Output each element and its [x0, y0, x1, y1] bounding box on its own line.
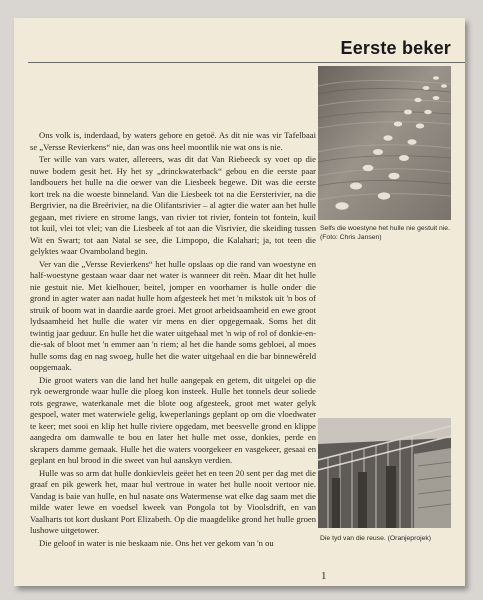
article-title: Eerste beker	[340, 38, 451, 58]
desert-footprints-photo	[318, 66, 451, 220]
paragraph: Ver van die „Versse Revierkens“ het hulle opslaas op die rand van woestyne en half-woestyne gestaan waar daar net water is wanneer dit reën. Maar dit het hulle nie gestuit nie. Met kielhouer, beitel, jomper en voorhamer is hulle onder die grond in agter water aan nadat hulle hom afgesteek het met 'n mikstok uit 'n bos of struik of boom wat in daardie aarde groei. Met groot arbeidsaamheid en ewe groot lydsaamheid het hulle die water vir mens en dier opgegemaak. Soms het dit twintig jaar geduur. En hulle het die water uitgehaal met 'n wip of rol of donkie-en-die-sak of bloot met 'n emmer aan 'n riem; al het die hande soms gebloei, al moes hulle soms dag en nag swoeg, hulle het die water uitgehaal en die bar binnewêreld oopgemaak.	[30, 258, 317, 372]
photo-credit: (Foto: Chris Jansen)	[320, 233, 382, 241]
caption-text: Die tyd van die reuse. (Oranjeprojek)	[320, 535, 432, 542]
paragraph: Die groot waters van die land het hulle aangepak en getem, dit uitgelei op die ryk oewergronde waar hulle die ploeg kon insteek. Hulle het tonnels deur soliede rots gegrawe, waterkanale met die blote oog afgesteek, groot met water gelyk gespoel, water met waterwiele gelig, kweperlanings geplant op om die vloedwater te keer; met sooi en klip het hulle riviere opgedam, met beesvelle grond en klippe aangedra om damwalle te bou en later het hulle met osse, donkies, perde en skrapers damme gemaak. Hulle het die waters voorgekeer en vasgekeer, gesaai en geplant en hul brood in die sweet van hul aanskyn verdien.	[30, 374, 316, 465]
desert-photo-caption	[320, 225, 454, 242]
article-body	[30, 130, 316, 550]
dam-construction-photo	[318, 418, 451, 528]
caption-text: Selfs die woestyne het hulle nie gestuit nie.	[320, 225, 450, 232]
page-number: 1	[321, 570, 327, 582]
paragraph: Die geloof in water is nie beskaam nie. Ons het ver gekom van 'n ou	[39, 537, 274, 548]
title-rule	[28, 62, 465, 63]
dam-photo-caption	[320, 535, 454, 544]
paragraph: Hulle was so arm dat hulle donkievleis geëet het en teen 20 sent per dag met die graaf en pik gewerk het, maar hul vertroue in water het hulle nooit vertoor nie. Vandag is baie van hulle, en hul nasate ons Watermense wat elke dag saam met die milde water lewe en voedsel kweek van Pongola tot by Vioolsdrift, en van Vaalharts tot kort duskant Port Elizabeth. Op die maagdelike grond het hulle groen lushowe uitgetower.	[30, 467, 316, 535]
paragraph: Ter wille van vars water, allereers, was dit dat Van Riebeeck sy voet op die nuwe bodem gesit het. Hy het sy „drinckwaterback“ gebou en die eerste paar landbouers het hulle na die oewer van die Liesbeek begewe. Dit was die eerste kort trek na die woeste binneland. Van die Liesbeek tot na die Eersterivier, na die Bergrivier, na die Breërivier, na die Olifantsrivier – al agter die water aan het hulle gegaan, met riviere en strome langs, van rivier tot rivier, fontein tot fontein, kuil tot kuil, vlei tot vlei; van die Liesbeek af tot aan die Visrivier, die skeiding tussen Wit en Swart; tot aan Natal se see, die Limpopo, die Kalahari; ja, tot teen die gelyktes waar Ovamboland begin.	[30, 154, 316, 256]
paragraph: Ons volk is, inderdaad, by waters gebore en getoë. As dit nie was vir Tafelbaai se „Versse Revierkens“ nie, dan was ons heel moontlik nie wat ons is nie.	[30, 130, 316, 152]
magazine-page	[14, 18, 465, 586]
